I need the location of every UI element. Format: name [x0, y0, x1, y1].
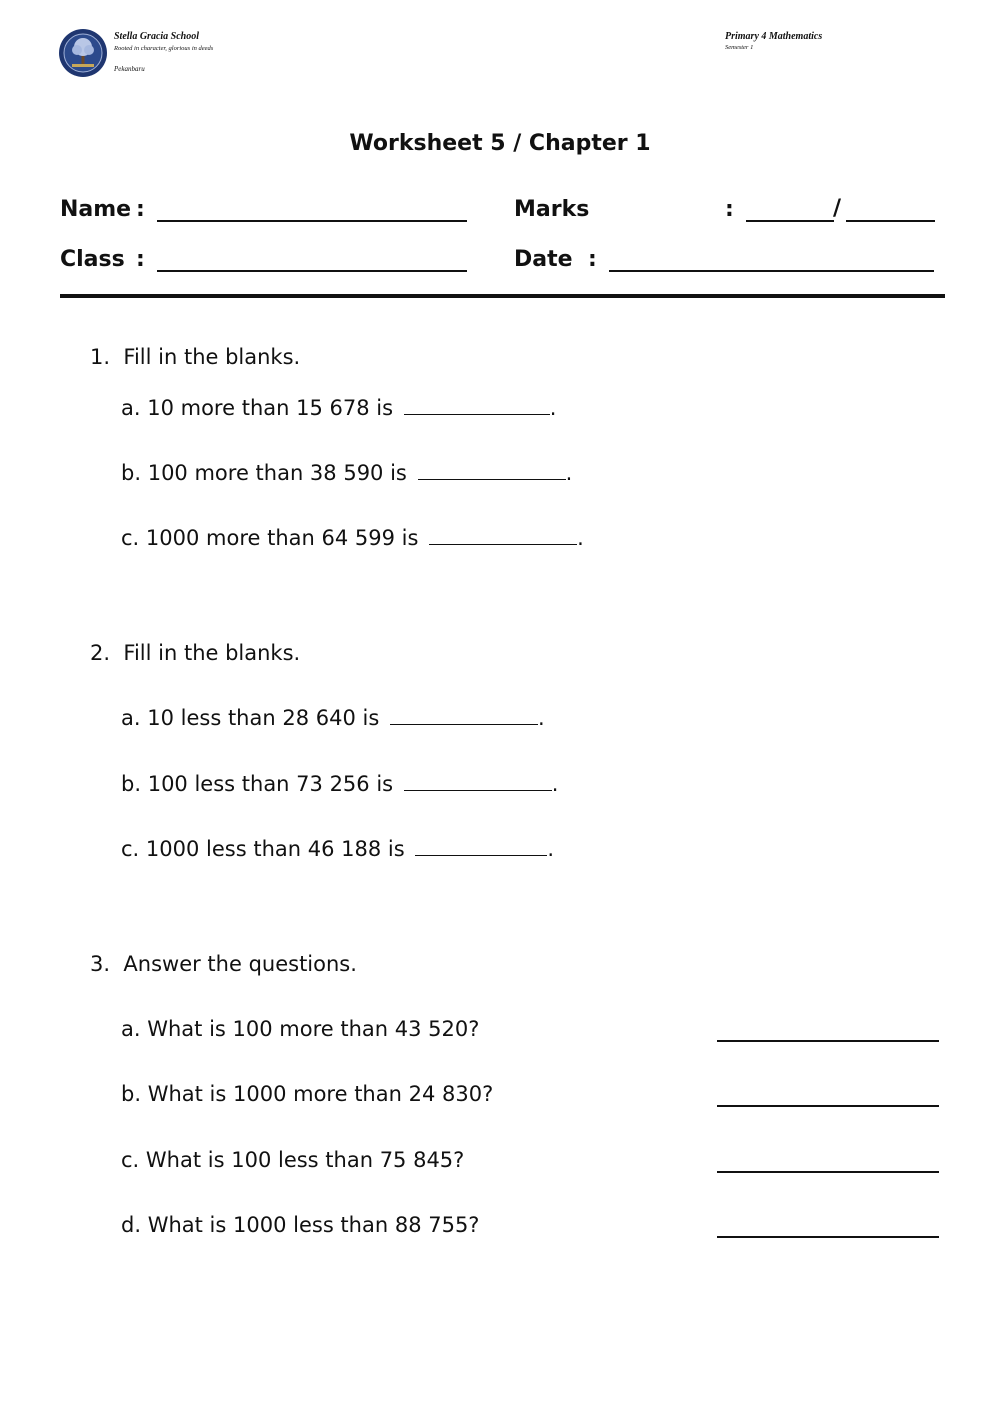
item-letter: a. [121, 396, 141, 420]
item-letter: b. [121, 1082, 142, 1106]
date-field[interactable] [609, 270, 934, 272]
item-text: 100 more than 38 590 is [147, 461, 407, 485]
item-end: . [537, 706, 545, 730]
date-label: Date [514, 247, 573, 272]
question-1b [121, 461, 572, 485]
question-1-heading [90, 345, 300, 369]
question-1a [121, 396, 556, 420]
question-text: Answer the questions. [123, 952, 357, 976]
question-3b [121, 1082, 493, 1106]
question-number: 2. [90, 641, 111, 665]
question-2c [121, 837, 554, 861]
school-motto: Rooted in character, glorious in deeds [114, 45, 214, 52]
item-end: . [577, 526, 584, 550]
item-end: . [551, 772, 559, 796]
item-text: What is 100 less than 75 845? [145, 1148, 465, 1172]
item-text: 10 more than 15 678 is [147, 396, 394, 420]
marks-total-field[interactable] [846, 220, 935, 222]
name-field[interactable] [157, 220, 467, 222]
item-end: . [565, 461, 573, 485]
question-2a [121, 706, 545, 730]
item-text: What is 100 more than 43 520? [147, 1017, 480, 1041]
question-2-heading [90, 641, 300, 665]
answer-blank[interactable] [390, 706, 538, 725]
page-title: Worksheet 5 / Chapter 1 [349, 131, 651, 156]
school-city: Pekanbaru [114, 65, 145, 73]
question-3d [121, 1213, 479, 1237]
marks-score-field[interactable] [746, 220, 834, 222]
date-colon: : [588, 247, 597, 272]
item-end: . [549, 396, 557, 420]
answer-blank[interactable] [429, 526, 577, 545]
item-letter: a. [121, 706, 141, 730]
class-label: Class [60, 247, 125, 272]
semester-label: Semester 1 [725, 44, 754, 51]
answer-line-3d[interactable] [717, 1236, 939, 1238]
item-letter: c. [121, 837, 140, 861]
answer-blank[interactable] [418, 461, 566, 480]
subject-title: Primary 4 Mathematics [725, 31, 823, 42]
item-text: What is 1000 less than 88 755? [147, 1213, 480, 1237]
item-text: 10 less than 28 640 is [147, 706, 380, 730]
item-letter: c. [121, 1148, 140, 1172]
question-number: 3. [90, 952, 111, 976]
question-3a [121, 1017, 479, 1041]
marks-slash: / [833, 196, 842, 221]
answer-blank[interactable] [415, 837, 547, 856]
question-1c [121, 526, 584, 550]
item-text: 1000 less than 46 188 is [145, 837, 405, 861]
class-colon: : [136, 247, 145, 272]
item-letter: a. [121, 1017, 141, 1041]
answer-line-3c[interactable] [717, 1171, 939, 1173]
item-letter: b. [121, 772, 142, 796]
class-field[interactable] [157, 270, 467, 272]
course-info [725, 31, 822, 51]
question-3-heading [90, 952, 357, 976]
question-text: Fill in the blanks. [123, 641, 301, 665]
question-3c [121, 1148, 464, 1172]
name-label: Name [60, 197, 132, 222]
question-number: 1. [90, 345, 111, 369]
answer-blank[interactable] [404, 396, 550, 415]
marks-label: Marks [514, 197, 590, 222]
item-letter: c. [121, 526, 140, 550]
school-name: Stella Gracia School [114, 31, 200, 42]
answer-blank[interactable] [404, 772, 552, 791]
school-header [58, 28, 358, 82]
question-2b [121, 772, 558, 796]
item-letter: b. [121, 461, 142, 485]
marks-colon: : [725, 197, 734, 222]
answer-line-3a[interactable] [717, 1040, 939, 1042]
name-colon: : [136, 197, 145, 222]
question-text: Fill in the blanks. [123, 345, 301, 369]
item-text: 1000 more than 64 599 is [145, 526, 419, 550]
item-letter: d. [121, 1213, 142, 1237]
item-end: . [547, 837, 555, 861]
item-text: 100 less than 73 256 is [147, 772, 394, 796]
header-divider [60, 294, 945, 298]
school-crest-icon [58, 28, 108, 78]
answer-line-3b[interactable] [717, 1105, 939, 1107]
item-text: What is 1000 more than 24 830? [147, 1082, 494, 1106]
